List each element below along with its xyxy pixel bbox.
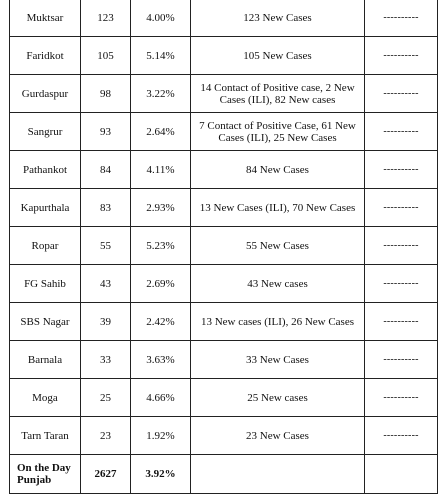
count-cell: 43 (81, 265, 131, 303)
count-cell: 25 (81, 379, 131, 417)
total-details (191, 455, 365, 494)
count-cell: 105 (81, 37, 131, 75)
remarks-cell: ---------- (365, 265, 438, 303)
remarks-cell: ---------- (365, 417, 438, 455)
table-row (10, 189, 438, 227)
percent-cell: 3.63% (131, 341, 191, 379)
count-cell: 84 (81, 151, 131, 189)
district-cell: Pathankot (10, 151, 81, 189)
total-percent: 3.92% (131, 455, 191, 494)
count-cell: 33 (81, 341, 131, 379)
table-row (10, 37, 438, 75)
details-cell: 7 Contact of Positive Case, 61 New Cases (ILI), 25 New Cases (191, 113, 365, 151)
details-cell: 123 New Cases (191, 0, 365, 37)
percent-cell: 4.11% (131, 151, 191, 189)
remarks-cell: ---------- (365, 37, 438, 75)
remarks-cell: ---------- (365, 379, 438, 417)
total-count: 2627 (81, 455, 131, 494)
count-cell: 123 (81, 0, 131, 37)
total-remarks (365, 455, 438, 494)
remarks-cell: ---------- (365, 227, 438, 265)
details-cell: 25 New cases (191, 379, 365, 417)
table-row (10, 417, 438, 455)
details-cell: 14 Contact of Positive case, 2 New Cases (ILI), 82 New cases (191, 75, 365, 113)
remarks-cell: ---------- (365, 189, 438, 227)
remarks-cell: ---------- (365, 341, 438, 379)
total-row (10, 455, 438, 494)
count-cell: 39 (81, 303, 131, 341)
details-cell: 23 New Cases (191, 417, 365, 455)
district-cell: Gurdaspur (10, 75, 81, 113)
percent-cell: 4.66% (131, 379, 191, 417)
count-cell: 93 (81, 113, 131, 151)
table-row (10, 113, 438, 151)
percent-cell: 5.23% (131, 227, 191, 265)
total-label: On the Day Punjab (10, 455, 81, 494)
details-cell: 13 New cases (ILI), 26 New Cases (191, 303, 365, 341)
district-cell: Tarn Taran (10, 417, 81, 455)
district-cell: FG Sahib (10, 265, 81, 303)
percent-cell: 2.93% (131, 189, 191, 227)
district-cell: Moga (10, 379, 81, 417)
remarks-cell: ---------- (365, 113, 438, 151)
percent-cell: 3.22% (131, 75, 191, 113)
table-row (10, 227, 438, 265)
district-cell: Kapurthala (10, 189, 81, 227)
table-body (10, 0, 438, 494)
table-row (10, 379, 438, 417)
district-cell: Barnala (10, 341, 81, 379)
district-cases-table (9, 0, 438, 494)
district-cell: Faridkot (10, 37, 81, 75)
table-row (10, 0, 438, 37)
details-cell: 55 New Cases (191, 227, 365, 265)
details-cell: 84 New Cases (191, 151, 365, 189)
remarks-cell: ---------- (365, 303, 438, 341)
district-cell: Sangrur (10, 113, 81, 151)
details-cell: 33 New Cases (191, 341, 365, 379)
table-row (10, 75, 438, 113)
count-cell: 98 (81, 75, 131, 113)
count-cell: 83 (81, 189, 131, 227)
percent-cell: 2.64% (131, 113, 191, 151)
count-cell: 55 (81, 227, 131, 265)
percent-cell: 1.92% (131, 417, 191, 455)
percent-cell: 4.00% (131, 0, 191, 37)
table-row (10, 341, 438, 379)
table-row (10, 303, 438, 341)
details-cell: 105 New Cases (191, 37, 365, 75)
details-cell: 43 New cases (191, 265, 365, 303)
details-cell: 13 New Cases (ILI), 70 New Cases (191, 189, 365, 227)
count-cell: 23 (81, 417, 131, 455)
percent-cell: 5.14% (131, 37, 191, 75)
district-cell: SBS Nagar (10, 303, 81, 341)
remarks-cell: ---------- (365, 0, 438, 37)
table-row (10, 151, 438, 189)
percent-cell: 2.42% (131, 303, 191, 341)
district-cell: Ropar (10, 227, 81, 265)
table-row (10, 265, 438, 303)
percent-cell: 2.69% (131, 265, 191, 303)
remarks-cell: ---------- (365, 151, 438, 189)
district-cell: Muktsar (10, 0, 81, 37)
remarks-cell: ---------- (365, 75, 438, 113)
